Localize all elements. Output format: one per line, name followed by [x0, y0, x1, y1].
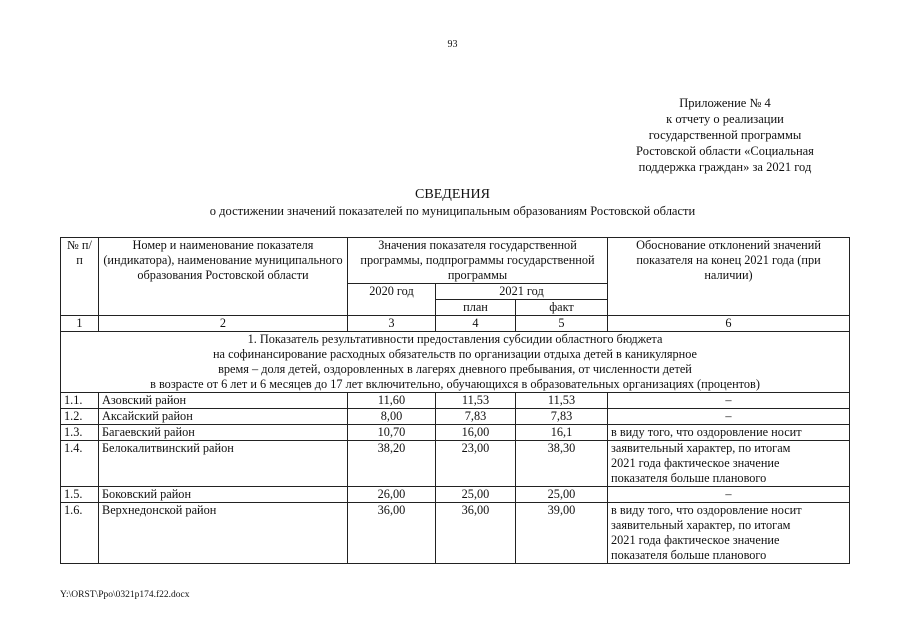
justification-line: 2021 года фактическое значение: [611, 456, 780, 470]
header-justification: Обоснование отклонений значений показателя на конец 2021 года (при наличии): [608, 238, 850, 316]
justification-cell: [608, 425, 850, 441]
column-number: 5: [516, 316, 608, 332]
value-2021-plan: 25,00: [436, 487, 516, 503]
column-number: 1: [61, 316, 99, 332]
row-number: 1.6.: [61, 503, 99, 564]
value-2021-fact: 16,1: [516, 425, 608, 441]
header-num: № п/п: [61, 238, 99, 316]
appendix-line: к отчету о реализации: [666, 112, 784, 126]
column-number: 6: [608, 316, 850, 332]
section-line: время – доля детей, оздоровленных в лагерях дневного пребывания, от численности детей: [218, 362, 692, 376]
value-2021-plan: 36,00: [436, 503, 516, 564]
value-2021-fact: 7,83: [516, 409, 608, 425]
page-number: 93: [447, 39, 458, 50]
table-row: [61, 393, 850, 409]
municipality-name: Белокалитвинский район: [99, 441, 348, 487]
table-row: [61, 503, 850, 564]
table-row: [61, 409, 850, 425]
indicators-table: [60, 237, 850, 564]
table-row: [61, 425, 850, 441]
row-number: 1.1.: [61, 393, 99, 409]
column-number: 3: [348, 316, 436, 332]
row-number: 1.3.: [61, 425, 99, 441]
row-number: 1.5.: [61, 487, 99, 503]
row-number: 1.2.: [61, 409, 99, 425]
appendix-line: поддержка граждан» за 2021 год: [638, 160, 812, 174]
section-line: 1. Показатель результативности предоставления субсидии областного бюджета: [247, 332, 663, 346]
value-2021-fact: 38,30: [516, 441, 608, 487]
justification-line: показателя больше планового: [611, 471, 767, 485]
table-body: [61, 238, 850, 564]
row-number: 1.4.: [61, 441, 99, 487]
value-2020: 38,20: [348, 441, 436, 487]
justification-line: –: [725, 487, 732, 501]
file-path-footer: Y:\ORST\Ppo\0321p174.f22.docx: [60, 590, 190, 600]
section-title: [61, 332, 850, 393]
value-2020: 11,60: [348, 393, 436, 409]
column-number: 2: [99, 316, 348, 332]
value-2021-plan: 23,00: [436, 441, 516, 487]
value-2020: 26,00: [348, 487, 436, 503]
header-name: Номер и наименование показателя (индикатора), наименование муниципального образования Ростовской области: [99, 238, 348, 316]
table-row: [61, 441, 850, 487]
header-year-2021: 2021 год: [436, 284, 608, 300]
column-number-row: [61, 316, 850, 332]
header-row: [61, 238, 850, 284]
column-number: 4: [436, 316, 516, 332]
value-2021-fact: 25,00: [516, 487, 608, 503]
municipality-name: Аксайский район: [99, 409, 348, 425]
justification-line: –: [725, 393, 732, 407]
value-2021-fact: 11,53: [516, 393, 608, 409]
section-line: в возрасте от 6 лет и 6 месяцев до 17 лет включительно, обучающихся в образовательных организациях (процентов): [150, 377, 760, 391]
municipality-name: Багаевский район: [99, 425, 348, 441]
justification-cell: [608, 503, 850, 564]
section-line: на софинансирование расходных обязательств по организации отдыха детей в каникулярное: [212, 347, 698, 361]
justification-line: показателя больше планового: [611, 548, 767, 562]
justification-line: в виду того, что оздоровление носит: [611, 425, 802, 439]
appendix-line: Ростовской области «Социальная: [636, 144, 814, 158]
value-2021-fact: 39,00: [516, 503, 608, 564]
appendix-line: Приложение № 4: [679, 96, 771, 110]
justification-cell: [608, 487, 850, 503]
justification-line: –: [725, 409, 732, 423]
document-subtitle: о достижении значений показателей по муниципальным образованиям Ростовской области: [209, 204, 696, 218]
header-plan: план: [436, 300, 516, 316]
justification-cell: [608, 409, 850, 425]
value-2021-plan: 11,53: [436, 393, 516, 409]
header-values-group: Значения показателя государственной программы, подпрограммы государственной программы: [348, 238, 608, 284]
value-2021-plan: 16,00: [436, 425, 516, 441]
appendix-note: [560, 95, 890, 175]
municipality-name: Верхнедонской район: [99, 503, 348, 564]
table-row: [61, 487, 850, 503]
value-2020: 10,70: [348, 425, 436, 441]
justification-cell: [608, 441, 850, 487]
value-2020: 8,00: [348, 409, 436, 425]
justification-line: заявительный характер, по итогам: [611, 441, 791, 455]
value-2021-plan: 7,83: [436, 409, 516, 425]
section-row: [61, 332, 850, 393]
justification-line: заявительный характер, по итогам: [611, 518, 791, 532]
document-title: СВЕДЕНИЯ: [415, 187, 490, 202]
municipality-name: Азовский район: [99, 393, 348, 409]
header-fact: факт: [516, 300, 608, 316]
municipality-name: Боковский район: [99, 487, 348, 503]
justification-line: 2021 года фактическое значение: [611, 533, 780, 547]
value-2020: 36,00: [348, 503, 436, 564]
header-year-2020: 2020 год: [348, 284, 436, 316]
justification-line: в виду того, что оздоровление носит: [611, 503, 802, 517]
justification-cell: [608, 393, 850, 409]
appendix-line: государственной программы: [648, 128, 802, 142]
